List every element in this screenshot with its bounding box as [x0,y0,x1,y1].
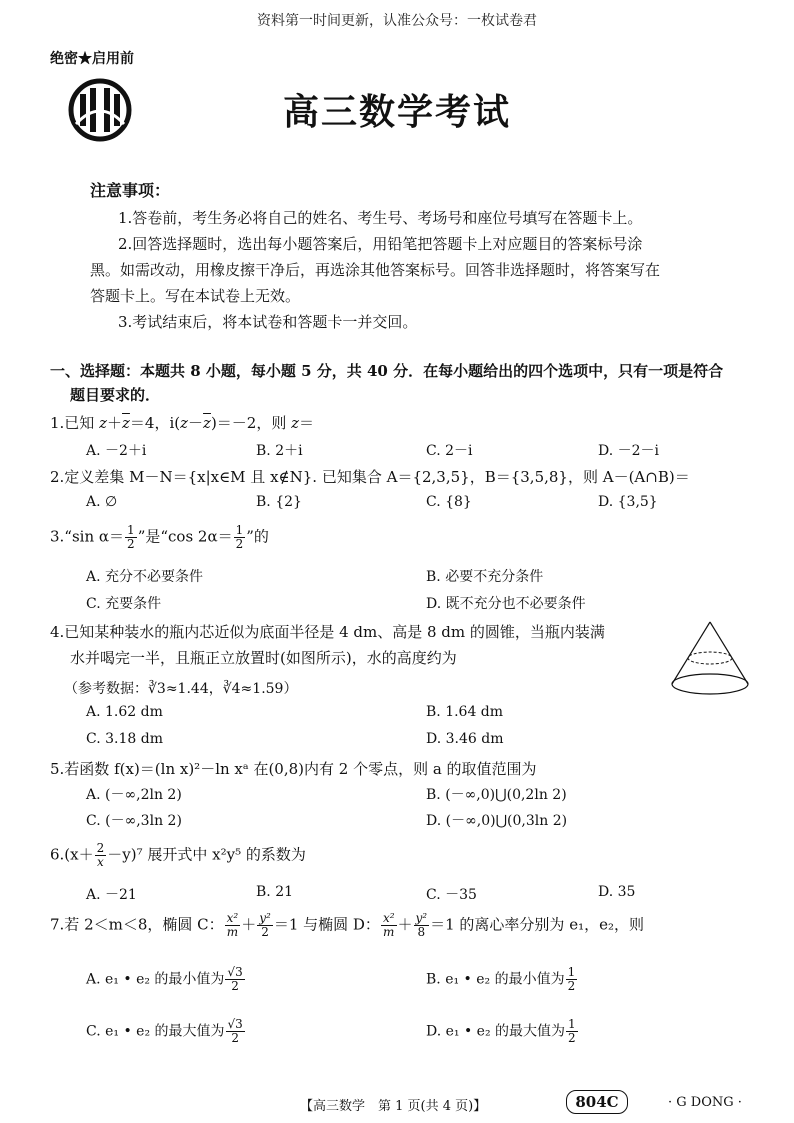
q2-option-c: C. {8} [426,494,472,510]
q5-option-d: D. (－∞,0)⋃(0,3ln 2) [426,813,568,829]
q1-option-a: A. －2＋i [86,443,147,459]
question-6: 6.(x＋ $\frac{2}{x}$ －y)⁷ 展开式中 x²y⁵ 的系数为 [50,841,306,869]
note-2-line-1: 2.回答选择题时，选出每小题答案后，用铅笔把答题卡上对应题目的答案标号涂 [118,235,643,253]
brand-label: · G DONG · [668,1095,742,1110]
q6-option-d: D. 35 [598,884,636,900]
fraction: $\frac{1}{2}$ [567,965,576,993]
question-4-line-1: 4.已知某种装水的瓶内芯近似为底面半径是 4 dm、高是 8 dm 的圆锥，当瓶内装满 [50,623,605,641]
fraction: $\frac{1}{2}$ [568,1017,576,1045]
fraction: $\frac{\text{x²}}{m}$ [382,911,395,939]
note-2-line-2: 黑。如需改动，用橡皮擦干净后，再选涂其他答案标号。回答非选择题时，将答案写在 [90,261,661,279]
question-7: 7.若 2＜m＜8，椭圆 C： $\frac{\text{x²}}{m}$ ＋ $\frac{\text{y²}}{2}$ ＝1 与椭圆 D： $\frac{\text{x²}}{m}$ ＋ $\frac{\text{y²}}{8}$ ＝1 的离心率分别为 e₁，e₂，则 [50,911,644,939]
section-heading-cont: 题目要求的． [70,386,161,404]
q6-option-b: B. 21 [256,884,294,900]
q6-option-c: C. －35 [426,887,477,903]
exam-code: 804C [566,1090,628,1114]
q2-option-b: B. {2} [256,494,302,510]
section-heading: 一、选择题：本题共 8 小题，每小题 5 分，共 40 分．在每小题给出的四个选项中，只有一项是符合 [50,362,724,380]
q5-option-c: C. (－∞,3ln 2) [86,813,182,829]
q7-option-d: D. e₁ • e₂ 的最大值为 $\frac{1}{2}$ [426,1017,576,1045]
question-4-reference: （参考数据：∛3≈1.44，∛4≈1.59） [64,681,298,697]
fraction: $\frac{2}{x}$ [96,841,105,869]
q4-option-a: A. 1.62 dm [86,704,163,720]
question-5: 5.若函数 f(x)＝(ln x)²－ln xᵃ 在(0,8)内有 2 个零点，则 a 的取值范围为 [50,760,537,778]
q5-option-b: B. (－∞,0)⋃(0,2ln 2) [426,787,567,803]
q3-option-b: B. 必要不充分条件 [426,569,544,585]
question-4-line-2: 水并喝完一半，且瓶正立放置时(如图所示)，水的高度约为 [70,649,457,667]
cone-figure [665,618,755,698]
q1-option-d: D. －2－i [598,443,660,459]
question-3: 3.“sin α＝ $\frac{1}{2}$ ”是“cos 2α＝ $\frac{1}{2}$ ”的 [50,523,269,551]
fraction: $\frac{1}{2}$ [127,523,135,551]
confidential-label: 绝密★启用前 [50,51,134,67]
q3-option-d: D. 既不充分也不必要条件 [426,596,586,612]
fraction: $\frac{\text{y²}}{2}$ [259,911,271,939]
fraction: $\frac{√3}{2}$ [227,965,243,993]
q1-option-b: B. 2＋i [256,443,303,459]
note-1: 1.答卷前，考生务必将自己的姓名、考生号、考场号和座位号填写在答题卡上。 [118,209,643,227]
note-3: 3.考试结束后，将本试卷和答题卡一并交回。 [118,313,418,331]
question-1: 1.已知 $z+\overline{z}=4$，$i(z-\overline{z})=-2$，则 z＝ [50,414,315,432]
q5-option-a: A. (－∞,2ln 2) [86,787,182,803]
fraction: $\frac{\text{x²}}{m}$ [226,911,239,939]
q7-option-b: B. e₁ • e₂ 的最小值为 $\frac{1}{2}$ [426,965,576,993]
notes-heading: 注意事项： [90,181,171,200]
q4-option-d: D. 3.46 dm [426,731,504,747]
fraction: $\frac{√3}{2}$ [227,1017,243,1045]
fraction: $\frac{1}{2}$ [235,523,244,551]
q2-option-a: A. ∅ [86,494,118,510]
q4-option-c: C. 3.18 dm [86,731,163,747]
q1-option-c: C. 2－i [426,443,473,459]
top-note: 资料第一时间更新，认准公众号：一枚试卷君 [257,13,537,29]
q3-option-a: A. 充分不必要条件 [86,569,204,585]
question-2: 2.定义差集 M－N＝{x|x∈M 且 x∉N}. 已知集合 A＝{2,3,5}，B＝{3,5,8}，则 A－(A∩B)＝ [50,468,690,486]
fraction: $\frac{\text{y²}}{8}$ [415,911,428,939]
q6-option-a: A. －21 [86,887,137,903]
q2-option-d: D. {3,5} [598,494,658,510]
q3-option-c: C. 充要条件 [86,596,162,612]
q7-option-c: C. e₁ • e₂ 的最大值为 $\frac{√3}{2}$ [86,1017,243,1045]
q7-option-a: A. e₁ • e₂ 的最小值为 $\frac{√3}{2}$ [86,965,243,993]
note-2-line-3: 答题卡上。写在本试卷上无效。 [90,287,301,305]
page-footer: 【高三数学 第 1 页(共 4 页)】 [300,1099,487,1114]
q4-option-b: B. 1.64 dm [426,704,504,720]
page-title: 高三数学考试 [282,91,511,133]
